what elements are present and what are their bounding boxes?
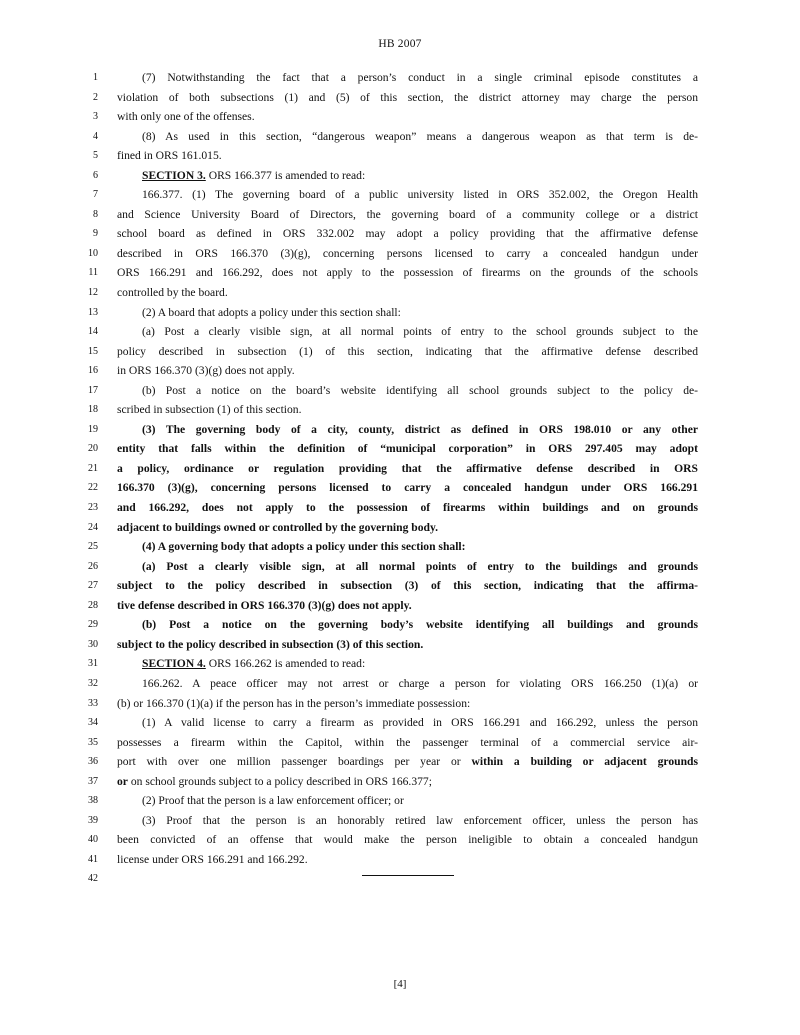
line-text [142,713,698,733]
text-segment: described in ORS 166.370 (3)(g), concerning persons licensed to carry a concealed handgun under [117,246,698,260]
document-line [0,654,800,674]
line-number: 6 [93,169,98,181]
text-segment: subject to the policy described in subsection (3) of this section. [117,637,424,651]
line-text [117,146,698,166]
line-text [117,635,698,655]
text-segment: subject to the policy described in subsection (3) of this section, indicating that the affirma- [117,579,698,593]
line-number: 8 [93,208,98,220]
line-number: 1 [93,72,98,83]
text-segment: a policy, ordinance or regulation providing that the affirmative defense described in ORS [117,461,698,475]
line-text [142,557,698,577]
line-text [117,830,698,850]
document-line [0,478,800,498]
line-number: 23 [88,502,98,514]
document-line [0,88,800,108]
text-segment: with only one of the offenses. [117,110,255,124]
line-number: 30 [88,638,98,650]
text-segment: (7) Notwithstanding the fact that a person’s conduct in a single criminal episode constitutes a [142,71,698,84]
document-body [0,68,800,889]
text-segment: controlled by the board. [117,286,228,300]
line-text [117,361,698,381]
text-segment: (2) Proof that the person is a law enforcement officer; or [142,794,404,808]
document-line [0,869,800,889]
document-line [0,224,800,244]
line-text [117,518,698,538]
document-line [0,850,800,870]
text-segment: ORS 166.291 and 166.292, does not apply to the possession of firearms on the grounds of the schools [117,266,698,280]
document-line [0,557,800,577]
line-number: 7 [93,189,98,201]
document-line [0,361,800,381]
text-segment: adjacent to buildings owned or controlled by the governing body. [117,520,439,534]
line-number: 21 [88,462,98,474]
document-line [0,107,800,127]
line-text [142,674,698,694]
line-number: 33 [88,697,98,709]
document-line [0,498,800,518]
text-segment: (3) Proof that the person is an honorably retired law enforcement officer, unless the person has [142,813,698,827]
text-segment: (b) Post a notice on the governing body’s website identifying all buildings and grounds [142,618,698,632]
document-line [0,146,800,166]
text-segment: scribed in subsection (1) of this section. [117,403,302,417]
document-line [0,537,800,557]
line-text [117,439,698,459]
line-text [142,127,698,147]
line-number: 22 [88,482,98,494]
text-segment: (4) A governing body that adopts a policy under this section shall: [142,540,466,554]
line-text [117,88,698,108]
text-segment: school board as defined in ORS 332.002 may adopt a policy providing that the affirmative defense [117,227,698,241]
document-line [0,694,800,714]
line-text [142,166,698,186]
document-line [0,713,800,733]
document-line [0,381,800,401]
line-number: 18 [88,404,98,416]
text-segment: port with over one million passenger boardings per year or [117,755,472,769]
text-segment: (3) The governing body of a city, county, district as defined in ORS 198.010 or any other [142,422,698,436]
document-line [0,420,800,440]
document-line [0,205,800,225]
text-segment: fined in ORS 161.015. [117,149,222,163]
line-text [117,107,698,127]
line-number: 28 [88,599,98,611]
line-text [142,420,698,440]
line-text [117,772,698,792]
document-line [0,772,800,792]
line-text [142,303,698,323]
line-text [117,263,698,283]
document-line [0,263,800,283]
text-segment: and Science University Board of Directors, the governing board of a community college or a district [117,207,698,221]
line-text [117,733,698,753]
document-line [0,635,800,655]
document-line [0,400,800,420]
text-segment: possesses a firearm within the Capitol, within the passenger terminal of a commercial service air- [117,735,698,749]
line-number: 32 [88,677,98,689]
line-text [117,694,698,714]
line-number: 26 [88,560,98,572]
line-text [117,850,698,870]
line-text [142,654,698,674]
line-number: 37 [88,775,98,787]
text-segment: and 166.292, does not apply to the possession of firearms within buildings and on grounds [117,501,698,515]
line-text [117,596,698,616]
text-segment: been convicted of an offense that would make the person ineligible to obtain a concealed handgun [117,833,698,847]
line-text [117,459,698,479]
section-heading: SECTION 4. [142,657,206,671]
line-text [142,537,698,557]
text-segment: ORS 166.377 is amended to read: [205,168,366,182]
document-line [0,615,800,635]
text-segment: tive defense described in ORS 166.370 (3)(g) does not apply. [117,598,412,612]
text-segment: 166.370 (3)(g), concerning persons licensed to carry a concealed handgun under ORS 166.291 [117,481,698,495]
line-text [117,244,698,264]
line-number: 15 [88,345,98,357]
document-line [0,596,800,616]
document-line [0,733,800,753]
document-line [0,68,800,88]
line-number: 38 [88,795,98,807]
line-number: 40 [88,834,98,846]
document-line [0,459,800,479]
line-number: 9 [93,228,98,240]
text-segment: entity that falls within the definition of “municipal corporation” in ORS 297.405 may adopt [117,442,698,456]
text-segment: (a) Post a clearly visible sign, at all normal points of entry to the buildings and grounds [142,559,698,573]
line-number: 11 [88,267,98,279]
text-segment: (2) A board that adopts a policy under this section shall: [142,305,401,319]
text-segment: policy described in subsection (1) of this section, indicating that the affirmative defense described [117,344,698,358]
text-segment: in ORS 166.370 (3)(g) does not apply. [117,364,295,378]
line-text [117,400,698,420]
document-line [0,791,800,811]
line-number: 27 [88,580,98,592]
line-number: 13 [88,306,98,318]
document-line [0,303,800,323]
document-line [0,576,800,596]
line-text [142,811,698,831]
line-number: 36 [88,756,98,768]
document-line [0,752,800,772]
text-segment: 166.262. A peace officer may not arrest or charge a person for violating ORS 166.250 (1)(a) or [142,676,698,690]
text-segment: (1) A valid license to carry a firearm as provided in ORS 166.291 and 166.292, unless the person [142,716,698,730]
document-line [0,439,800,459]
document-line [0,811,800,831]
line-number: 19 [88,423,98,435]
document-line [0,185,800,205]
line-text [117,576,698,596]
line-text [117,224,698,244]
text-segment: (a) Post a clearly visible sign, at all normal points of entry to the school grounds subject to the [142,325,698,339]
text-segment: (b) Post a notice on the board’s website identifying all school grounds subject to the policy de- [142,383,698,397]
text-segment: (b) or 166.370 (1)(a) if the person has in the person’s immediate possession: [117,696,471,710]
line-number: 25 [88,541,98,553]
line-text [142,68,698,88]
line-number: 12 [88,287,98,299]
text-segment: violation of both subsections (1) and (5) of this section, the district attorney may charge the person [117,90,698,104]
line-text [142,381,698,401]
line-number: 39 [88,814,98,826]
end-rule [362,875,454,876]
text-segment: within a building or adjacent grounds [471,755,698,769]
text-segment: or [117,774,128,788]
line-text [142,615,698,635]
line-number: 2 [93,91,98,103]
document-line [0,166,800,186]
line-number: 3 [93,111,98,123]
text-segment: on school grounds subject to a policy described in ORS 166.377; [127,774,432,788]
text-segment: (8) As used in this section, “dangerous weapon” means a dangerous weapon as that term is de- [142,129,698,143]
line-number: 29 [88,619,98,631]
line-text [142,322,698,342]
line-text [117,342,698,362]
line-text [117,478,698,498]
document-line [0,830,800,850]
line-number: 16 [88,365,98,377]
line-number: 31 [88,658,98,670]
document-line [0,674,800,694]
line-text [117,752,698,772]
line-number: 20 [88,443,98,455]
text-segment: license under ORS 166.291 and 166.292. [117,852,308,866]
line-text [142,791,698,811]
line-number: 24 [88,521,98,533]
text-segment: 166.377. (1) The governing board of a public university listed in ORS 352.002, the Oregon Health [142,188,698,202]
document-line [0,244,800,264]
document-line [0,127,800,147]
line-text [142,185,698,205]
line-number: 10 [88,247,98,259]
page-header: HB 2007 [378,38,422,50]
line-number: 41 [88,853,98,865]
line-number: 35 [88,736,98,748]
line-number: 14 [88,326,98,338]
line-number: 5 [93,150,98,162]
line-number: 34 [88,717,98,729]
line-number: 4 [93,130,98,142]
section-heading: SECTION 3. [142,168,206,182]
line-number: 17 [88,384,98,396]
line-number: 42 [88,873,98,885]
page-number: [4] [393,978,407,990]
document-line [0,342,800,362]
document-line [0,322,800,342]
document-line [0,518,800,538]
line-text [117,498,698,518]
text-segment: ORS 166.262 is amended to read: [205,657,366,671]
line-text [117,283,698,303]
document-line [0,283,800,303]
line-text [117,205,698,225]
